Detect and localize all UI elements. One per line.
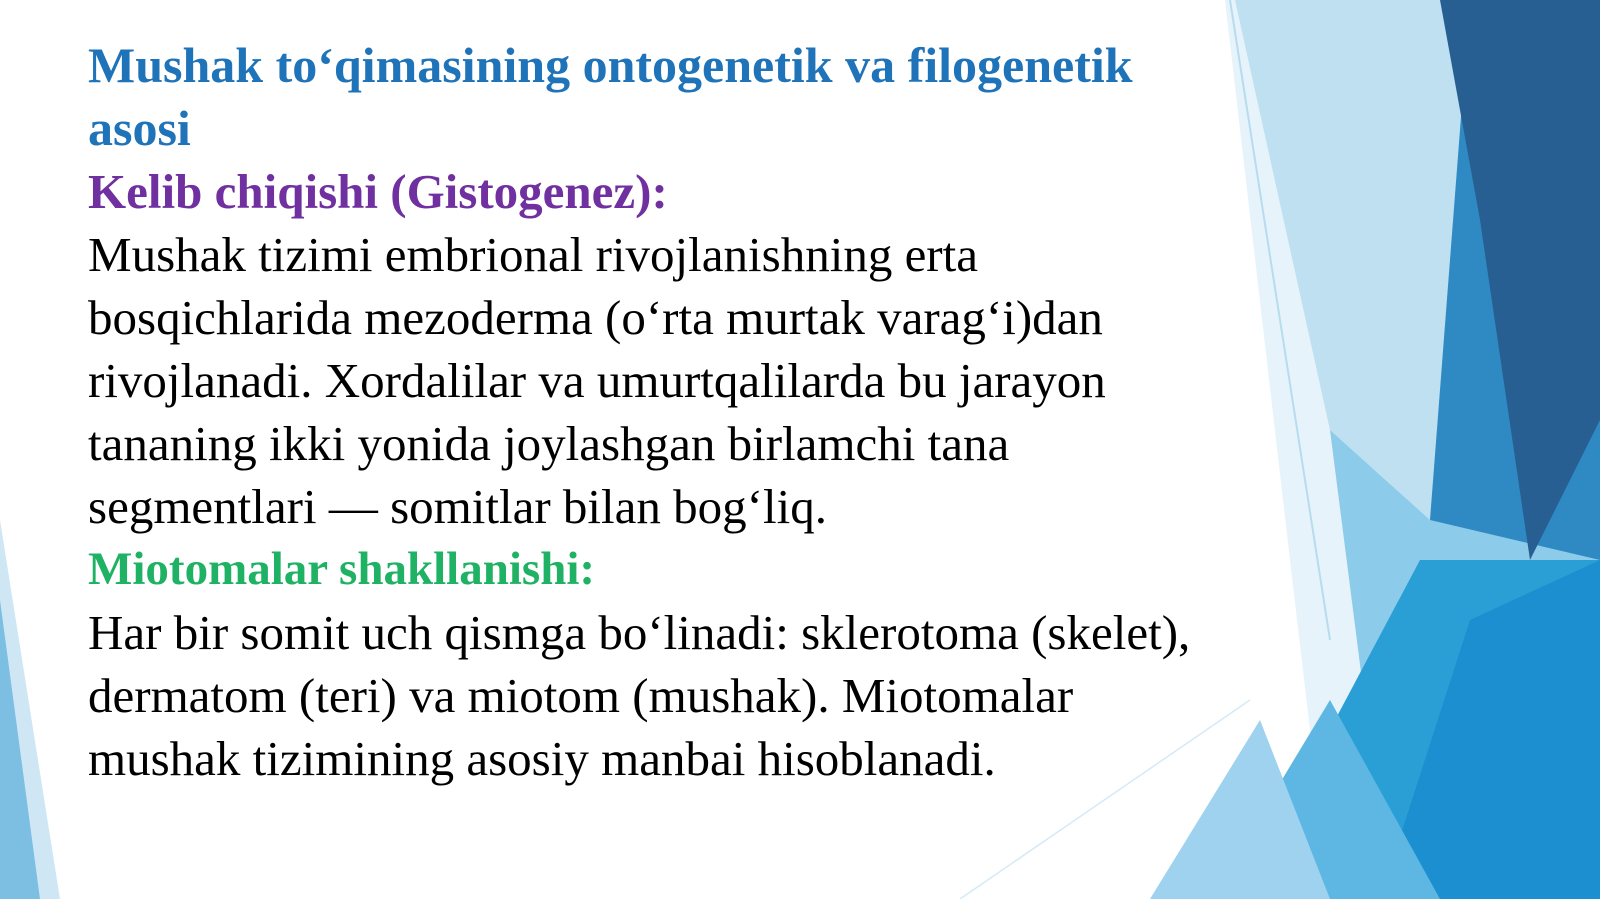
section-heading-myotomes: Miotomalar shakllanishi: xyxy=(88,543,596,595)
section-heading-origin: Kelib chiqishi (Gistogenez): xyxy=(88,164,668,219)
section-body-origin: Mushak tizimi embrional rivojlanishning erta bosqichlarida mezoderma (o‘rta murtak varag‘i)dan rivojlanadi. Xordalilar va umurtqalilarda bu jarayon tananing ikki yonida joylashgan birlamchi tana segmentlari — somitlar bilan bog‘liq. xyxy=(88,227,1106,534)
slide-content xyxy=(88,34,1248,790)
section-body-myotomes: Har bir somit uch qismga bo‘linadi: sklerotoma (skelet), dermatom (teri) va miotom (mushak). Miotomalar mushak tizimining asosiy manbai hisoblanadi. xyxy=(88,605,1191,786)
slide-title: Mushak to‘qimasining ontogenetik va filogenetik asosi xyxy=(88,37,1133,156)
